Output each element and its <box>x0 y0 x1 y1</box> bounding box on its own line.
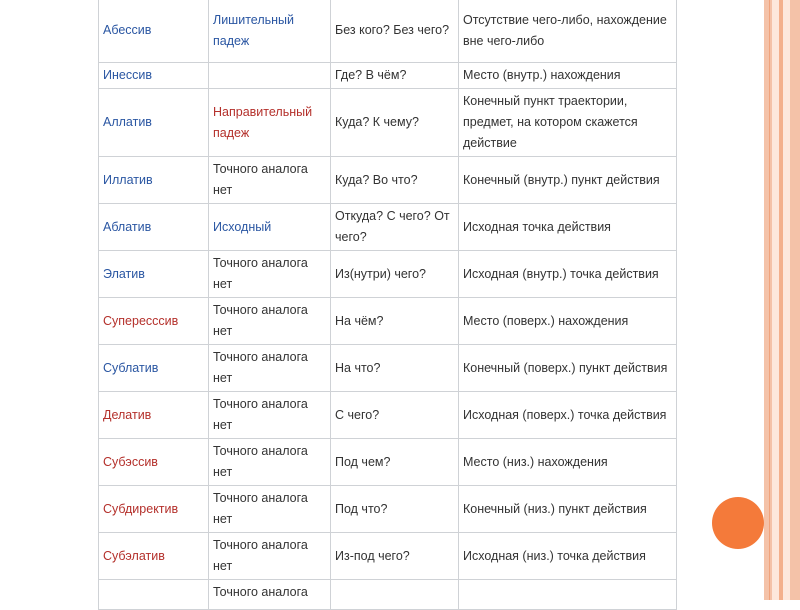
russian-equivalent: Точного аналога нет <box>209 486 331 533</box>
case-question: Откуда? С чего? От чего? <box>331 204 459 251</box>
russian-equivalent: Точного аналога <box>209 580 331 610</box>
table-row <box>99 0 677 63</box>
russian-equivalent: Точного аналога нет <box>209 298 331 345</box>
case-name-link[interactable]: Субдиректив <box>99 486 209 533</box>
case-question: Куда? К чему? <box>331 89 459 157</box>
case-name-link[interactable]: Абессив <box>99 0 209 63</box>
table-row <box>99 345 677 392</box>
table-row <box>99 580 677 610</box>
russian-equivalent[interactable]: Лишительный падеж <box>209 0 331 63</box>
table-row <box>99 533 677 580</box>
case-meaning: Конечный пункт траектории, предмет, на котором скажется действие <box>459 89 677 157</box>
case-question: Куда? Во что? <box>331 157 459 204</box>
case-name-link[interactable]: Иллатив <box>99 157 209 204</box>
case-question: Под что? <box>331 486 459 533</box>
russian-equivalent <box>209 63 331 89</box>
russian-equivalent[interactable]: Исходный <box>209 204 331 251</box>
case-question <box>331 580 459 610</box>
table-row <box>99 392 677 439</box>
table-row <box>99 251 677 298</box>
case-meaning: Исходная (низ.) точка действия <box>459 533 677 580</box>
table-row <box>99 439 677 486</box>
case-question: Без кого? Без чего? <box>331 0 459 63</box>
case-table <box>98 0 677 610</box>
case-question: На что? <box>331 345 459 392</box>
case-meaning: Исходная (внутр.) точка действия <box>459 251 677 298</box>
case-name-link[interactable]: Сублатив <box>99 345 209 392</box>
russian-equivalent: Точного аналога нет <box>209 157 331 204</box>
case-table-body <box>99 0 677 610</box>
decorative-stripe-inner-line <box>769 0 770 600</box>
table-row <box>99 63 677 89</box>
case-question: На чём? <box>331 298 459 345</box>
russian-equivalent: Точного аналога нет <box>209 251 331 298</box>
orange-dot <box>712 497 764 549</box>
table-row <box>99 89 677 157</box>
russian-equivalent: Точного аналога нет <box>209 533 331 580</box>
case-name-link <box>99 580 209 610</box>
table-row <box>99 157 677 204</box>
case-meaning: Место (поверх.) нахождения <box>459 298 677 345</box>
table-row <box>99 486 677 533</box>
russian-equivalent: Точного аналога нет <box>209 345 331 392</box>
case-meaning: Отсутствие чего-либо, нахождение вне чего-либо <box>459 0 677 63</box>
case-question: С чего? <box>331 392 459 439</box>
case-name-link[interactable]: Аблатив <box>99 204 209 251</box>
case-meaning: Исходная (поверх.) точка действия <box>459 392 677 439</box>
russian-equivalent[interactable]: Направительный падеж <box>209 89 331 157</box>
case-meaning <box>459 580 677 610</box>
case-question: Из-под чего? <box>331 533 459 580</box>
case-name-link[interactable]: Субэлатив <box>99 533 209 580</box>
case-name-link[interactable]: Делатив <box>99 392 209 439</box>
case-name-link[interactable]: Аллатив <box>99 89 209 157</box>
case-meaning: Конечный (внутр.) пункт действия <box>459 157 677 204</box>
case-meaning: Конечный (поверх.) пункт действия <box>459 345 677 392</box>
case-meaning: Исходная точка действия <box>459 204 677 251</box>
case-question: Из(нутри) чего? <box>331 251 459 298</box>
case-question: Под чем? <box>331 439 459 486</box>
case-name-link[interactable]: Элатив <box>99 251 209 298</box>
case-question: Где? В чём? <box>331 63 459 89</box>
table-row <box>99 298 677 345</box>
case-meaning: Место (внутр.) нахождения <box>459 63 677 89</box>
case-name-link[interactable]: Субэссив <box>99 439 209 486</box>
case-name-link[interactable]: Суперессcив <box>99 298 209 345</box>
case-meaning: Конечный (низ.) пункт действия <box>459 486 677 533</box>
case-meaning: Место (низ.) нахождения <box>459 439 677 486</box>
decorative-stripe-line <box>779 0 783 600</box>
case-table-container <box>98 0 676 599</box>
russian-equivalent: Точного аналога нет <box>209 439 331 486</box>
table-row <box>99 204 677 251</box>
case-name-link[interactable]: Инессив <box>99 63 209 89</box>
russian-equivalent: Точного аналога нет <box>209 392 331 439</box>
